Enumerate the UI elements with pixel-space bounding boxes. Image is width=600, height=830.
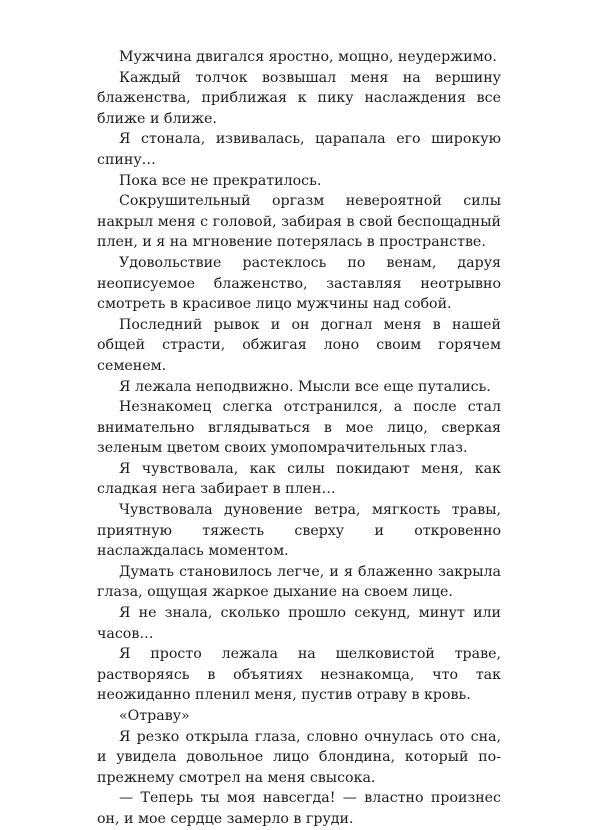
paragraph: Я лежала неподвижно. Мысли все еще путались.: [119, 378, 491, 395]
paragraph: Я стонала, извивалась, царапала его широкую спину…: [97, 131, 501, 168]
paragraph: Сокрушительный оргазм невероятной силы накрыл меня с головой, забирая в свой беспощадный плен, и я на мгновение потерялась в пространстве.: [97, 193, 501, 251]
paragraph: Я чувствовала, как силы покидают меня, как сладкая нега забирает в плен…: [97, 460, 501, 498]
paragraph: Чувствовала дуновение ветра, мягкость травы, приятную тяжесть сверху и откровенно наслаждалась моментом.: [97, 502, 501, 560]
paragraph: Последний рывок и он догнал меня в нашей общей страсти, обжигая лоно своим горячем семенем.: [97, 316, 501, 374]
body-text: [97, 47, 501, 830]
paragraph: — Теперь ты моя навсегда! — властно произнес он, и мое сердце замерло в груди.: [97, 790, 501, 827]
paragraph: Мужчина двигался яростно, мощно, неудержимо.: [119, 49, 497, 65]
paragraph: Я резко открыла глаза, словно очнулась ото сна, и увидела довольное лицо блондина, который по-прежнему смотрел на меня свысока.: [97, 728, 501, 786]
paragraph: Каждый толчок возвышал меня на вершину блаженства, приближая к пику наслаждения все ближе и ближе.: [97, 69, 501, 127]
paragraph: Я не знала, сколько прошло секунд, минут или часов…: [97, 605, 501, 642]
paragraph: Пока все не прекратилось.: [119, 172, 322, 189]
paragraph: Я просто лежала на шелковистой траве, растворяясь в объятиях незнакомца, что так неожиданно пленил меня, пустив отраву в кровь.: [97, 646, 501, 704]
paragraph: «Отраву»: [119, 708, 190, 724]
paragraph: Удовольствие растеклось по венам, даруя неописуемое блаженство, заставляя неотрывно смотреть в красивое лицо мужчины над собой.: [97, 254, 501, 313]
paragraph: Незнакомец слегка отстранился, а после стал внимательно вглядываться в мое лицо, сверкая зеленым цветом своих умопомрачительных глаз.: [97, 399, 501, 457]
paragraph: Думать становилось легче, и я блаженно закрыла глаза, ощущая жаркое дыхание на своем лице.: [97, 563, 501, 601]
